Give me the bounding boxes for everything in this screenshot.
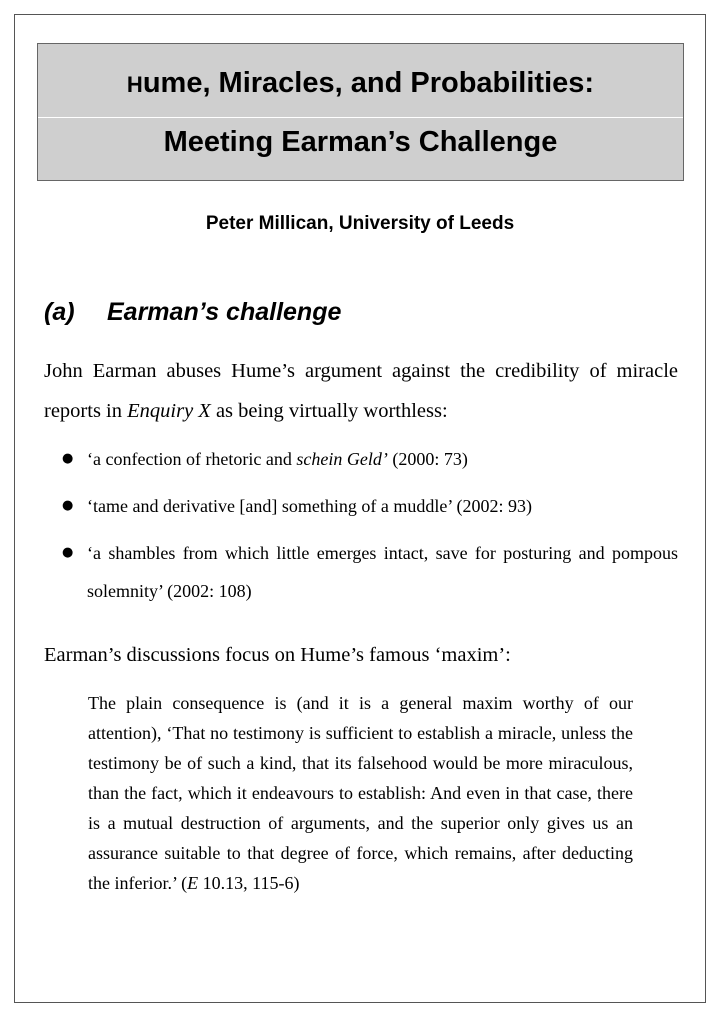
title-line-1: [38, 66, 683, 102]
intro-text-start: John Earman abuses Hume’s argument against the credibility of miracle reports in: [44, 360, 678, 422]
bullet-text-italic: schein Geld’: [296, 449, 388, 469]
citation-open: (: [181, 873, 188, 893]
bullet-text-end: (2000: 73): [387, 449, 468, 469]
author-line: Peter Millican, University of Leeds: [205, 213, 515, 234]
list-item: [62, 487, 678, 525]
intro-text-end: as being virtually worthless:: [210, 400, 448, 422]
bullet-icon: ●: [62, 498, 74, 513]
section-title: Earman’s challenge: [107, 298, 342, 326]
title-initial: H: [126, 72, 143, 97]
citation-rest: 10.13, 115-6): [198, 873, 300, 893]
title-divider: [38, 117, 683, 118]
intro-paragraph: [44, 351, 678, 431]
title-box: [37, 43, 684, 181]
intro-work-title: Enquiry X: [127, 400, 211, 422]
list-item: [62, 440, 678, 478]
citation-source: E: [187, 873, 199, 893]
quote-text: The plain consequence is (and it is a general maxim worthy of our attention), ‘That no testimony is sufficient to establish a miracle, unless the testimony be of such a kind, that its falsehood would be more miraculous, than the fact, which it endeavours to establish: And even in that case, there is a mutual destruction of arguments, and the superior only gives us an assurance suitable to that degree of force, which remains, after deducting the inferior.’: [88, 693, 633, 893]
title-line-2: Meeting Earman’s Challenge: [163, 126, 558, 158]
bullet-text-start: ‘a confection of rhetoric and: [87, 449, 297, 469]
section-number: (a): [44, 298, 75, 326]
bullet-text: ‘a shambles from which little emerges intact, save for posturing and pompous solemnity’ (2002: 108): [87, 543, 678, 601]
bullet-text: ‘tame and derivative [and] something of a muddle’ (2002: 93): [87, 496, 533, 516]
list-item: [62, 534, 678, 610]
bullet-icon: ●: [62, 545, 74, 560]
quote-bullet-list: [62, 440, 678, 619]
bullet-icon: ●: [62, 451, 74, 466]
title-line-1-text: ume, Miracles, and Probabilities:: [142, 67, 595, 99]
block-quote: [88, 688, 633, 898]
section-heading: [44, 296, 341, 328]
maxim-intro-paragraph: Earman’s discussions focus on Hume’s famous ‘maxim’:: [44, 644, 511, 666]
